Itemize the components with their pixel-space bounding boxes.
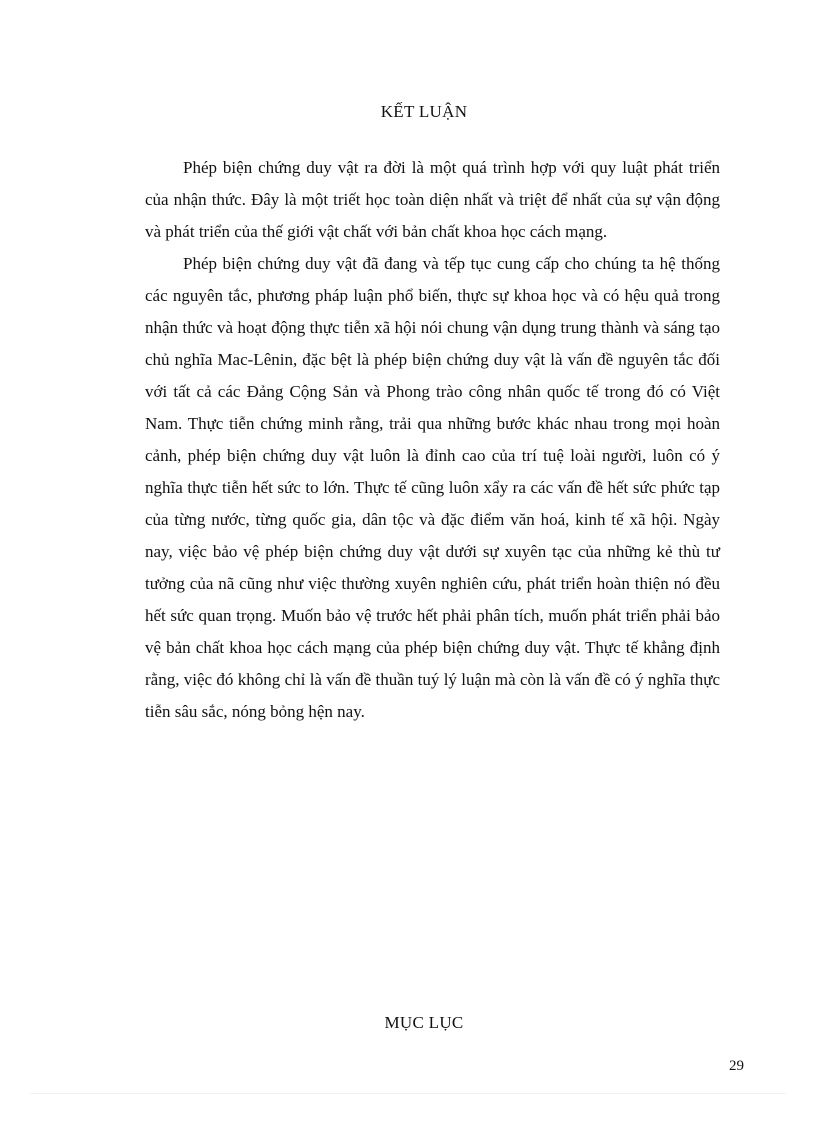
- conclusion-heading: KẾT LUẬN: [380, 102, 468, 121]
- page-number: 29: [729, 1058, 744, 1074]
- table-of-contents-heading: MỤC LỤC: [384, 1013, 464, 1032]
- paragraph-2: Phép biện chứng duy vật đã đang và tếp tục cung cấp cho chúng ta hệ thống các nguyên tắc, phương pháp luận phổ biến, thực sự khoa học và có hệu quả trong nhận thức và hoạt động thực tiễn xã hội nói chung vận dụng trung thành và sáng tạo chủ nghĩa Mac-Lênin, đặc bệt là phép biện chứng duy vật là vấn đề nguyên tắc đối với tất cả các Đảng Cộng Sản và Phong trào công nhân quốc tế trong đó có Việt Nam. Thực tiễn chứng minh rằng, trải qua những bước khác nhau trong mọi hoàn cảnh, phép biện chứng duy vật luôn là đỉnh cao của trí tuệ loài người, luôn có ý nghĩa thực tiễn hết sức to lớn. Thực tế cũng luôn xẩy ra các vấn đề hết sức phức tạp của từng nước, từng quốc gia, dân tộc và đặc điểm văn hoá, kinh tế xã hội. Ngày nay, việc bảo vệ phép biện chứng duy vật dưới sự xuyên tạc của những kẻ thù tư tưởng của nã cũng như việc thường xuyên nghiên cứu, phát triển hoàn thiện nó đều hết sức quan trọng. Muốn bảo vệ trước hết phải phân tích, muốn phát triển phải bảo vệ bản chất khoa học cách mạng của phép biện chứng duy vật. Thực tế khẳng định rằng, việc đó không chỉ là vấn đề thuần tuý lý luận mà còn là vấn đề có ý nghĩa thực tiễn sâu sắc, nóng bỏng hện nay.: [145, 254, 720, 721]
- paragraph-1: Phép biện chứng duy vật ra đời là một quá trình hợp với quy luật phát triển của nhận thức. Đây là một triết học toàn diện nhất và triệt để nhất của sự vận động và phát triển của thế giới vật chất với bản chất khoa học cách mạng.: [145, 158, 720, 241]
- page-bottom-divider: [30, 1093, 786, 1094]
- conclusion-body: [145, 152, 720, 728]
